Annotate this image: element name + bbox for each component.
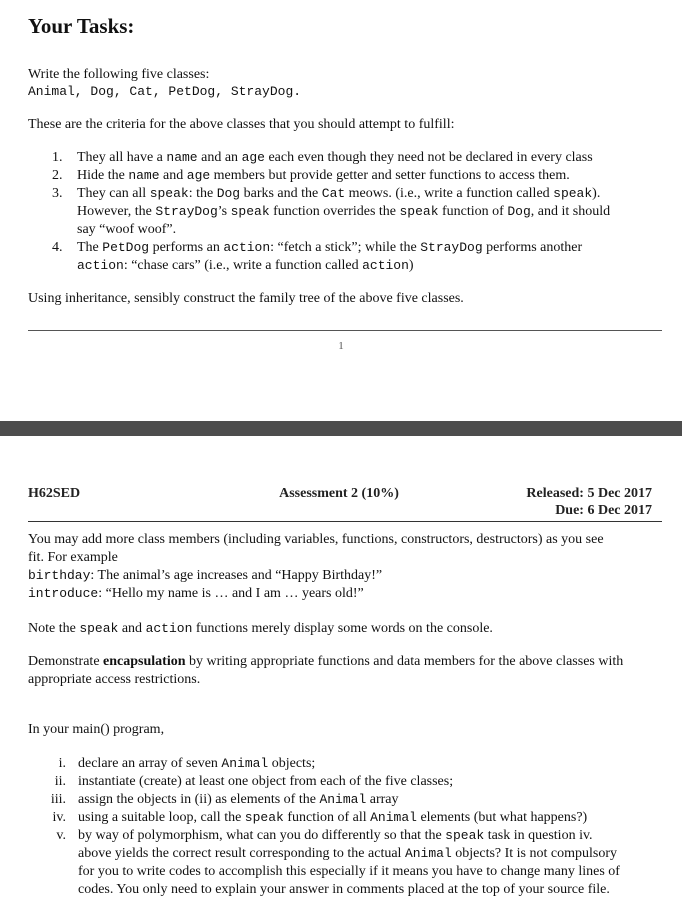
page-heading: Your Tasks: [28,14,135,38]
step-text: using a suitable loop, call the speak function of all Animal elements (but what happens?) [78,810,588,825]
item-text: They can all speak: the Dog barks and the Cat meows. (i.e., write a function called speak). However, the StrayDog’s speak function overrides the speak function of Dog, and it should say “woof woof”. [77,186,611,237]
step-number: v. [56,828,66,843]
step-text: declare an array of seven Animal objects; [78,756,316,771]
encapsulation-text-line2: appropriate access restrictions. [28,672,201,687]
birthday-example: birthday: The animal’s age increases and “Happy Birthday!” [28,568,383,583]
item-text: Hide the name and age members but provide getter and setter functions to access them. [77,168,570,183]
due-date: Due: 6 Dec 2017 [555,503,652,518]
note-text: Note the speak and action functions merely display some words on the console. [28,621,493,636]
step-text: by way of polymorphism, what can you do differently so that the speak task in question iv. above yields the correct result corresponding to the actual Animal objects? It is not compulsory for you to write codes to accomplish this especially if it means you have to change many lines of codes. You only need to explain your answer in comments placed at the top of your source file. [78,828,620,897]
course-code: H62SED [28,486,81,501]
released-date: Released: 5 Dec 2017 [526,486,652,501]
main-intro: In your main() program, [28,722,165,737]
step-number: i. [58,756,66,771]
item-text: They all have a name and an age each even though they need not be declared in every class [77,150,593,165]
item-number: 3. [52,186,63,201]
extra-members-line1: You may add more class members (including variables, functions, constructors, destructors) as you see [28,532,604,547]
inheritance-text: Using inheritance, sensibly construct the family tree of the above five classes. [28,291,464,306]
step-number: iv. [52,810,66,825]
assessment-title: Assessment 2 (10%) [279,486,399,501]
item-number: 1. [52,150,63,165]
encapsulation-text: Demonstrate encapsulation by writing appropriate functions and data members for the above classes with [28,654,624,669]
item-text: The PetDog performs an action: “fetch a stick”; while the StrayDog performs another action: “chase cars” (i.e., write a function called action) [77,240,583,273]
page-number: 1 [338,340,344,352]
step-number: ii. [54,774,66,789]
extra-members-line2: fit. For example [28,550,118,565]
item-number: 4. [52,240,63,255]
step-number: iii. [50,792,66,807]
footer-divider [28,330,662,331]
step-text: instantiate (create) at least one object from each of the five classes; [78,774,454,789]
introduce-example: introduce: “Hello my name is … and I am … years old!” [28,586,364,601]
class-list: Animal, Dog, Cat, PetDog, StrayDog. [28,84,302,99]
page-1 [0,0,682,420]
step-text: assign the objects in (ii) as elements of the Animal array [78,792,399,807]
header-divider [28,521,662,522]
item-number: 2. [52,168,63,183]
page-break-bar [0,421,682,436]
criteria-intro: These are the criteria for the above classes that you should attempt to fulfill: [28,117,455,132]
intro-text: Write the following five classes: [28,67,210,82]
